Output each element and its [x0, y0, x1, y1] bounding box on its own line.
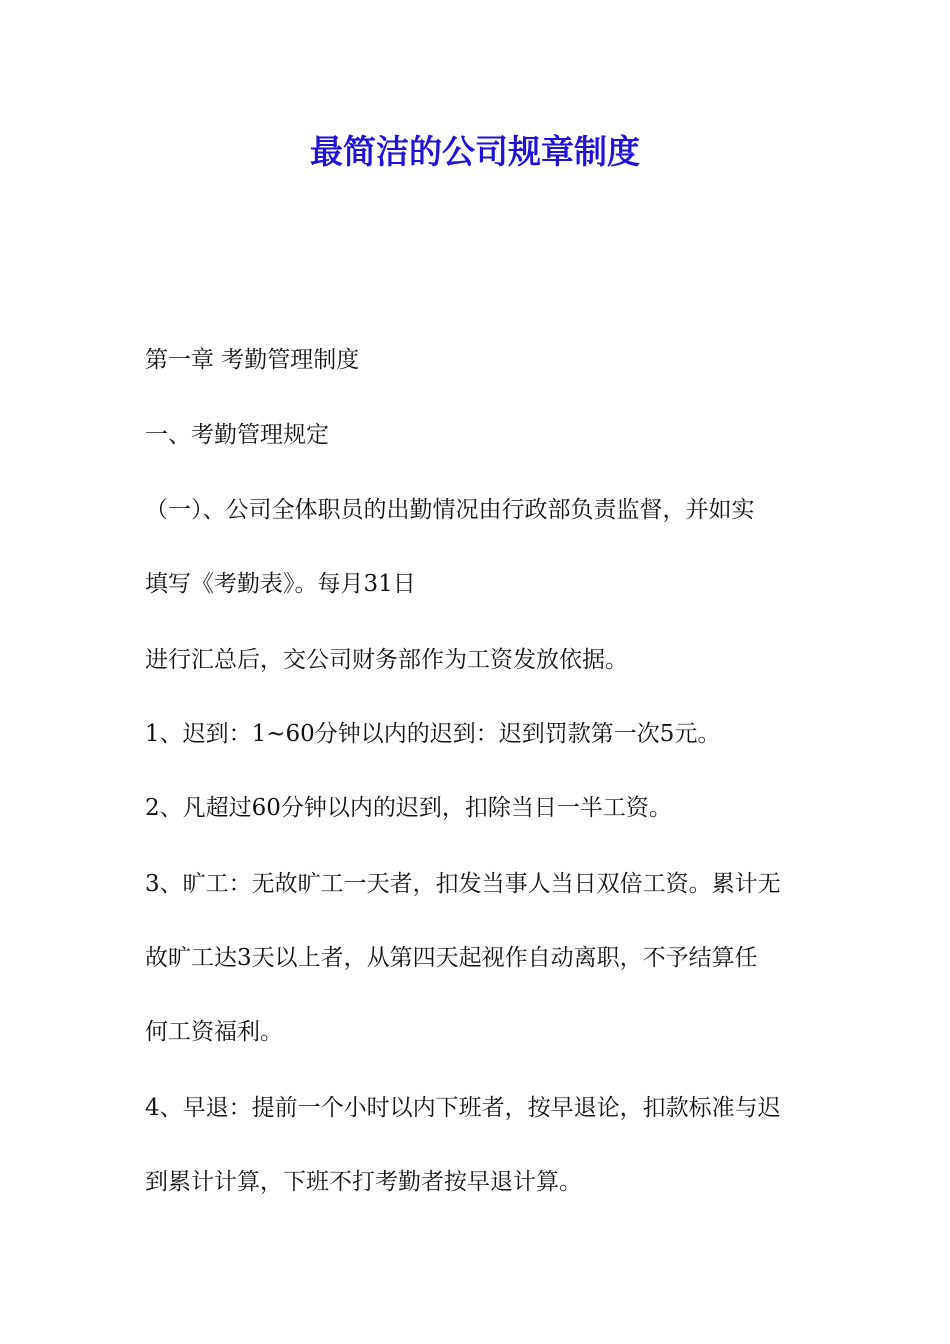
rule-item-3: 3、旷工：无故旷工一天者，扣发当事人当日双倍工资。累计无	[145, 871, 781, 897]
chapter-heading: 第一章 考勤管理制度	[145, 347, 360, 373]
paragraph-line: 到累计计算，下班不打考勤者按早退计算。	[145, 1169, 582, 1195]
rule-item-4: 4、早退：提前一个小时以内下班者，按早退论，扣款标准与迟	[145, 1095, 781, 1121]
rule-item-1: 1、迟到：1~60分钟以内的迟到：迟到罚款第一次5元。	[145, 721, 721, 747]
paragraph-line: 何工资福利。	[145, 1019, 283, 1045]
paragraph-line: （一）、公司全体职员的出勤情况由行政部负责监督，并如实	[145, 497, 755, 523]
rule-item-2: 2、凡超过60分钟以内的迟到，扣除当日一半工资。	[145, 795, 672, 821]
document-title: 最简洁的公司规章制度	[310, 132, 640, 171]
paragraph-line: 进行汇总后，交公司财务部作为工资发放依据。	[145, 647, 628, 673]
paragraph-line: 故旷工达3天以上者，从第四天起视作自动离职，不予结算任	[145, 945, 758, 971]
paragraph-line: 填写《考勤表》。每月31日	[145, 571, 416, 597]
section-heading: 一、考勤管理规定	[145, 422, 329, 448]
